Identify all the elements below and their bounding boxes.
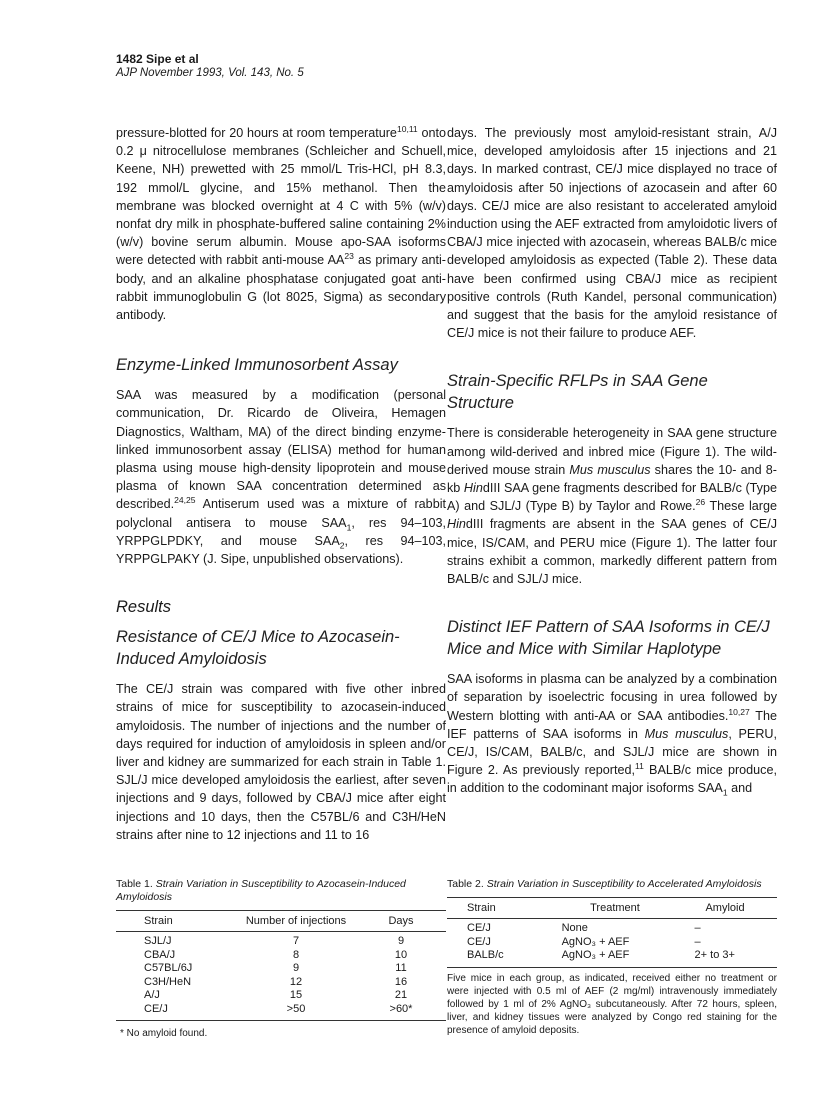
text: onto 0.2 μ nitrocellulose membranes (Schleicher and Schuell, Keene, NH) prewetted with 25 mmol/L Tris-HCl, pH 8.3, 192 mmol/L glycine, and 15% methanol. Then the membrane was blocked overnight at 4 C with 5% (w/v) nonfat dry milk in phosphate-buffered saline containing 2% (w/v) bovine serum albumin. Mouse apo-SAA isoforms were detected with rabbit anti-mouse AA — [116, 126, 446, 268]
table-cell: 10 — [394, 948, 408, 961]
text: Antiserum used was a mixture of rabbit polyclonal antisera to mouse SAA — [116, 497, 446, 530]
table-cell: None — [561, 922, 588, 934]
table-cell: 21 — [394, 989, 408, 1001]
text: SAA was measured by a modification (personal communication, Dr. Ricardo de Oliveira, Hemagen Diagnostics, Waltham, MA) of the direct binding enzyme-linked immunosorbent assay (ELISA) method for human plasma using mouse high-density lipoprotein and mouse plasma of known SAA concentration determined as described. — [116, 388, 446, 512]
header-cell: Days — [388, 915, 414, 927]
text: , res 94–103, YRPPGLPDKY, and mouse SAA — [116, 515, 447, 548]
table-cell: CE/J — [144, 1002, 168, 1015]
table-cell: 7 — [292, 935, 300, 947]
heading-elisa: Enzyme-Linked Immunosorbent Assay — [116, 356, 398, 375]
citation-ref: 23 — [344, 251, 354, 262]
table-cell: 9 — [397, 935, 405, 947]
page-number-line — [116, 52, 304, 66]
citation-ref: 10,11 — [396, 123, 418, 134]
header-cell: Number of injections — [245, 915, 347, 927]
citation-ref: 24,25 — [174, 495, 196, 506]
table-1 — [116, 878, 446, 1040]
table-title: Strain Variation in Susceptibility to Azocasein-Induced Amyloidosis — [116, 878, 406, 903]
header-cell: Strain — [144, 915, 173, 927]
text: pressure-blotted for 20 hours at room temperature — [116, 126, 397, 140]
table-cell: 16 — [394, 975, 408, 988]
table-body — [116, 932, 446, 1020]
paragraph-ief — [447, 670, 777, 797]
paragraph-resistance: The CE/J strain was compared with five other inbred strains of mice for susceptibility to azocasein-induced amyloidosis. The number of injections and the number of days required for induction of amyloidosis in spleen and/or liver and kidney are summarized for each strain in Table 1. SJL/J mice developed amyloidosis the earliest, after seven injections and 9 days, followed by CBA/J mice after eight injections and 10 days, then the C57BL/6 and C3H/HeN strains after nine to 12 injections and 11 to 16 — [116, 682, 446, 842]
table-header-row — [116, 911, 446, 932]
table-row — [116, 935, 446, 949]
table-cell: BALB/c — [467, 949, 504, 961]
citation-ref: 11 — [635, 761, 644, 772]
table-row — [116, 976, 446, 990]
table-cell: – — [694, 922, 701, 934]
table-cell: >50 — [286, 1002, 306, 1015]
table-1-grid — [116, 910, 446, 1021]
table-title: Strain Variation in Susceptibility to Accelerated Amyloidosis — [486, 878, 762, 890]
table-cell: 11 — [395, 962, 407, 974]
table-1-footnote: * No amyloid found. — [120, 1028, 208, 1039]
italic-text: Mus musculus — [569, 462, 651, 477]
text: The IEF patterns of SAA isoforms in — [447, 708, 777, 741]
text: dIII SAA gene fragments described for BALB/c (Type A) and SJL/J (Type B) by Taylor and Rowe. — [447, 481, 777, 514]
subscript: 1 — [722, 788, 728, 798]
table-row — [447, 949, 777, 963]
text: and — [727, 781, 753, 796]
table-label: Table 1. — [116, 878, 153, 890]
left-column — [116, 124, 446, 844]
text: , res 94–103, YRPPGLPAKY (J. Sipe, unpublished observations). — [116, 533, 447, 567]
authors: Sipe et al — [146, 52, 199, 66]
table-row — [447, 936, 777, 950]
table-row — [116, 962, 446, 976]
text: There is considerable heterogeneity in SAA gene structure among wild-derived and inbred mice (Figure 1). The wild-derived mouse strain — [447, 426, 777, 477]
journal-citation: AJP November 1993, Vol. 143, No. 5 — [116, 67, 304, 79]
citation-ref: 26 — [695, 497, 706, 508]
header-cell: Strain — [467, 902, 496, 914]
heading-rflp: Strain-Specific RFLPs in SAA Gene Structure — [447, 372, 708, 413]
header-cell: Treatment — [590, 902, 640, 914]
table-header-row — [447, 898, 777, 919]
italic-text: Hin — [463, 481, 483, 496]
page-number: 1482 — [116, 52, 143, 66]
table-cell: CE/J — [467, 922, 491, 934]
table-cell: 15 — [289, 989, 303, 1001]
text: , PERU, CE/J, IS/CAM, BALB/c, and SJL/J mice are shown in Figure 2. As previously reported, — [447, 726, 778, 778]
table-cell: CE/J — [467, 935, 491, 948]
italic-text: Hin — [447, 517, 466, 532]
text: shares the 10- and 8-kb — [447, 462, 778, 496]
table-cell: 8 — [292, 948, 300, 961]
paragraph-rflp — [447, 424, 777, 588]
running-header — [116, 52, 304, 80]
table-cell: A/J — [144, 989, 160, 1001]
table-row — [116, 1003, 446, 1017]
table-row — [116, 949, 446, 963]
table-cell: 9 — [292, 962, 300, 974]
table-body — [447, 919, 777, 967]
italic-text: Mus musculus — [644, 726, 729, 741]
heading-results: Results — [116, 598, 172, 617]
paragraph-elisa — [116, 386, 446, 568]
subscript: 2 — [339, 540, 345, 551]
table-cell: 12 — [289, 975, 303, 988]
table-cell: AgNO₃ + AEF — [561, 949, 630, 961]
table-row — [447, 922, 777, 936]
table-2-caption — [447, 878, 777, 891]
table-2-grid — [447, 897, 777, 968]
citation-ref: 10,27 — [728, 706, 750, 717]
text: SAA isoforms in plasma can be analyzed by a combination of separation by isoelectric focusing in urea followed by Western blotting with anti-AA or SAA antibodies. — [447, 672, 777, 723]
heading-resistance: Resistance of CE/J Mice to Azocasein-Induced Amyloidosis — [116, 628, 400, 669]
header-cell: Amyloid — [705, 902, 745, 914]
table-cell: – — [694, 935, 701, 948]
table-2-note: Five mice in each group, as indicated, received either no treatment or were injected with 0.5 ml of AEF (2 mg/ml) intravenously immediately followed by 1 ml of 2% AgNO₃ subcutaneously. After 72 hours, spleen, liver, and kidney tissues were analyzed by Congo red staining for the presence of amyloid deposits. — [447, 972, 777, 1036]
text: as primary antibody, and an alkaline phosphatase conjugated goat anti-rabbit immunoglobulin G (lot 8025, Sigma) as secondary antibody. — [116, 253, 446, 323]
table-cell: >60* — [389, 1002, 413, 1015]
table-cell: SJL/J — [144, 935, 172, 947]
table-cell: 2+ to 3+ — [694, 949, 735, 961]
table-label: Table 2. — [447, 878, 484, 890]
text: dIII fragments are absent in the SAA genes of CE/J mice, IS/CAM, and PERU mice (Figure 1). The latter four strains exhibit a common, markedly different pattern from BALB/c and SJL/J mice. — [447, 517, 777, 587]
text: BALB/c mice produce, in addition to the codominant major isoforms SAA — [447, 763, 777, 796]
paragraph-blotting — [116, 124, 446, 324]
table-row — [116, 989, 446, 1003]
table-cell: CBA/J — [144, 948, 176, 961]
table-cell: C57BL/6J — [144, 962, 193, 974]
table-cell: C3H/HeN — [144, 975, 192, 988]
paragraph-results-cont: days. The previously most amyloid-resistant strain, A/J mice, developed amyloidosis after 15 injections and 21 days. In marked contrast, CE/J mice displayed no trace of amyloidosis after 50 injections of azocasein and after 60 days. CE/J mice are also resistant to accelerated amyloid induction using the AEF extracted from amyloidotic livers of CBA/J mice injected with azocasein, whereas BALB/c mice developed amyloidosis as expected (Table 2). These data have been confirmed using CBA/J mice as recipient positive controls (Ruth Kandel, personal communication) and suggest that the basis for the amyloid resistance of CE/J mice is not their failure to produce AEF. — [447, 126, 777, 341]
text: These large — [705, 499, 777, 514]
table-2 — [447, 878, 777, 1037]
right-column — [447, 124, 777, 798]
heading-ief: Distinct IEF Pattern of SAA Isoforms in CE/J Mice and Mice with Similar Haplotype — [447, 618, 770, 659]
table-cell: AgNO₃ + AEF — [561, 935, 630, 948]
subscript: 1 — [346, 522, 352, 533]
table-1-caption — [116, 878, 446, 904]
